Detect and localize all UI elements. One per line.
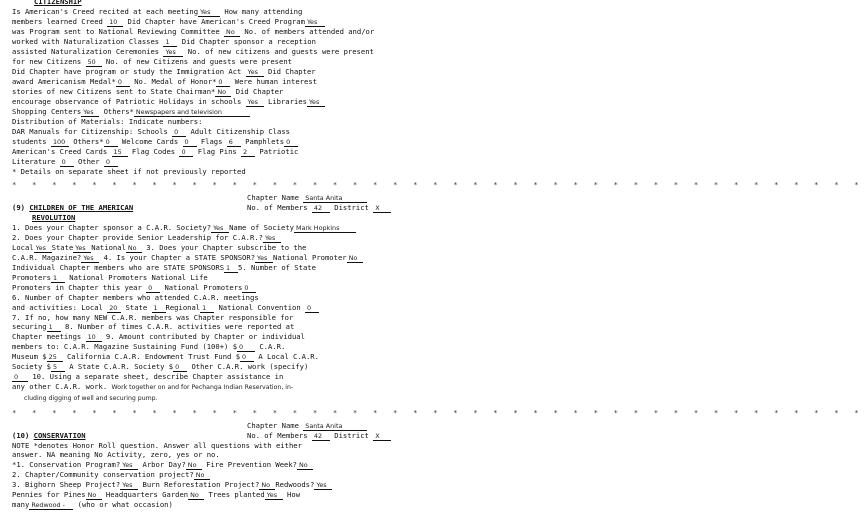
car-answer-magazine: Yes <box>81 254 99 263</box>
answer-medal-of-honor: 0 <box>216 78 230 87</box>
car-answer-local-society: 5 <box>51 363 65 372</box>
answer-pamphlets: 0 <box>284 138 298 147</box>
section-divider-1: * * * * * * * * * * * * * * * * * * * * * * * * * * * * * * * * * * * * * * * * * * * <box>12 180 864 190</box>
answer-other: 0 <box>104 158 118 167</box>
answer-immigration-act: Yes <box>246 68 264 77</box>
cons-district: X <box>373 432 391 441</box>
car-answer-state-meetings: 1 <box>152 304 166 313</box>
car-answer-other-work: 0 <box>12 373 28 382</box>
car-answer-leadership: Yes <box>263 234 281 243</box>
citizenship-line-6: for new Citizens 50 No. of new Citizens and guests were present <box>12 56 292 66</box>
car-answer-society-name: Mark Hopkins <box>294 224 356 233</box>
car-line-15: Society $ 5 A State C.A.R. Society $ 0 Other C.A.R. work (specify) <box>12 362 309 372</box>
citizenship-title: CITIZENSHIP <box>34 0 82 6</box>
citizenship-line-15: American's Creed Cards 15 Flag Codes 0 Flag Pins 2 Patriotic <box>12 146 299 156</box>
answer-creed-program: Yes <box>305 18 325 27</box>
car-title-2: REVOLUTION <box>32 212 76 222</box>
citizenship-line-7: Did Chapter have program or study the Immigration Act Yes Did Chapter <box>12 66 316 76</box>
car-answer-times-reported: 10 <box>86 333 102 342</box>
car-title-1: CHILDREN OF THE AMERICAN <box>29 203 134 213</box>
car-line-18 <box>12 393 392 404</box>
car-answer-state-society: 0 <box>173 363 187 372</box>
cons-line-6: Pennies for Pines No Headquarters Garden No Trees planted Yes How <box>12 490 301 500</box>
citizenship-line-16: Literature 0 Other 0 <box>12 157 392 167</box>
car-number: (9) <box>12 203 25 213</box>
answer-manuals-schools: 0 <box>172 128 186 137</box>
cons-answer-bighorn: Yes <box>120 481 138 490</box>
cons-no-members: 42 <box>312 432 330 441</box>
car-line-16: 0 10. Using a separate sheet, describe Chapter assistance in <box>14 372 284 382</box>
car-header-line-2: (9) CHILDREN OF THE AMERICAN No. of Members 42 District X <box>12 203 392 213</box>
cons-number: (10) <box>12 430 30 440</box>
cons-header-line-1: Chapter Name Santa Anita <box>12 421 392 431</box>
citizenship-line-4: worked with Naturalization Classes 1 Did Chapter sponsor a reception <box>12 36 316 46</box>
car-answer-sponsor: Yes <box>211 224 229 233</box>
car-answer-new-members: 1 <box>47 323 61 332</box>
car-answer-state-promoters: 1 <box>51 274 65 283</box>
answer-literature: 0 <box>60 158 74 167</box>
car-answer-state-sponsor: Yes <box>255 254 273 263</box>
answer-members-learned: 10 <box>107 18 123 27</box>
cons-chapter-name: Santa Anita <box>303 422 367 431</box>
car-line-10: 7. If no, how many NEW C.A.R. members was Chapter responsible for <box>12 312 294 322</box>
car-answer-endowment: 0 <box>240 353 254 362</box>
car-header-line-1: Chapter Name Santa Anita <box>12 193 392 203</box>
car-no-members: 42 <box>312 204 330 213</box>
citizenship-line-13: DAR Manuals for Citizenship: Schools 0 Adult Citizenship Class <box>12 126 290 136</box>
cons-answer-how-many: Redwood - <box>29 501 73 510</box>
cons-line-2: answer. NA meaning No Activity, zero, yes or no. <box>12 450 220 460</box>
car-line-11: securing 1 8. Number of times C.A.R. activities were reported at <box>12 322 295 332</box>
answer-manuals-others: 0 <box>104 138 118 147</box>
car-line-1: 1. Does your Chapter sponsor a C.A.R. Society? Yes Name of Society Mark Hopkins <box>12 223 392 233</box>
answer-flag-codes: 0 <box>179 148 193 157</box>
car-answer-local: Yes <box>34 244 52 253</box>
section-divider-2: * * * * * * * * * * * * * * * * * * * * * * * * * * * * * * * * * * * * * * * * * * * <box>12 407 864 417</box>
citizenship-line-5: assisted Naturalization Ceremonies Yes No. of new citizens and guests were present <box>12 46 374 56</box>
citizenship-line-3: was Program sent to National Reviewing Committee No No. of members attended and/or <box>12 26 375 36</box>
answer-flags: 6 <box>227 138 241 147</box>
answer-shopping-centers: Yes <box>81 108 99 117</box>
citizenship-title-line <box>12 0 392 7</box>
answer-ceremonies: Yes <box>163 48 183 57</box>
cons-line-1: NOTE *denotes Honor Roll question. Answer all questions with either <box>12 440 302 450</box>
cons-line-3: *1. Conservation Program? Yes Arbor Day? No Fire Prevention Week? No <box>12 460 392 470</box>
citizenship-line-11: Shopping Centers Yes Others* Newspapers and television <box>12 107 392 117</box>
car-line-7: Promoters in Chapter this year 0 National Promoters 0 <box>12 283 392 293</box>
cons-line-5: 3. Bighorn Sheep Project? Yes Burn Reforestation Project? No Redwoods? Yes <box>12 480 392 490</box>
citizenship-line-9: stories of new Citizens sent to State Chairman* No Did Chapter <box>12 86 284 96</box>
cons-answer-burn-reforestation: No <box>259 481 275 490</box>
cons-answer-program: Yes <box>120 461 138 470</box>
car-line-12: Chapter meetings 10 9. Amount contributed by Chapter or individual <box>12 332 305 342</box>
car-line-8: 6. Number of Chapter members who attended C.A.R. meetings <box>12 292 259 302</box>
answer-manuals-adult: 100 <box>51 138 69 147</box>
answer-program-sent: No <box>224 28 240 37</box>
answer-americanism-medal: 0 <box>116 78 130 87</box>
cons-title: CONSERVATION <box>33 430 86 440</box>
answer-others: Newspapers and television <box>134 108 250 117</box>
car-answer-national: No <box>126 244 142 253</box>
answer-libraries: Yes <box>307 98 325 107</box>
car-answer-national-convention: 0 <box>305 304 319 313</box>
answer-creed-recited: Yes <box>198 8 220 17</box>
car-answer-individual-sponsors: 1 <box>224 264 238 273</box>
cons-answer-headquarters: No <box>188 491 204 500</box>
cons-answer-fire-prevention: No <box>297 461 313 470</box>
car-line-9: and activities: Local 20 State 1 Regional 1 National Convention 0 <box>12 303 392 313</box>
cons-line-4: 2. Chapter/Community conservation project? No <box>12 470 392 480</box>
cons-answer-redwoods: Yes <box>314 481 332 490</box>
answer-new-citizens-present: 50 <box>86 58 102 67</box>
car-district: X <box>373 204 391 213</box>
car-header-line-3 <box>12 213 392 223</box>
cons-answer-pennies: No <box>86 491 102 500</box>
car-handwritten-2: cluding digging of well and securing pump. <box>24 395 158 403</box>
car-line-14: Museum $ 25 California C.A.R. Endowment Trust Fund $ 0 A Local C.A.R. <box>12 352 319 362</box>
car-answer-museum: 25 <box>47 353 63 362</box>
car-line-5: Individual Chapter members who are STATE SPONSORS 1 5. Number of State <box>12 262 316 272</box>
cons-header-line-2: (10) CONSERVATION No. of Members 42 District X <box>12 431 392 441</box>
car-answer-local-meetings: 20 <box>107 304 121 313</box>
citizenship-line-10: encourage observance of Patriotic Holidays in schools Yes Libraries Yes <box>12 97 392 107</box>
car-line-6: Promoters 1 National Promoters National Life <box>12 272 208 282</box>
car-handwritten-1: Work together on and for Pechanga Indian Reservation, in- <box>111 384 294 392</box>
answer-welcome-cards: 0 <box>183 138 197 147</box>
citizenship-line-12: Distribution of Materials: Indicate numbers: <box>12 116 203 126</box>
car-answer-sustaining-fund: 0 <box>237 343 255 352</box>
car-line-2: 2. Does your Chapter provide Senior Leadership for C.A.R.? Yes <box>12 233 392 243</box>
cons-answer-community-project: No <box>194 471 210 480</box>
car-line-4: C.A.R. Magazine? Yes 4. Is your Chapter a STATE SPONSOR? Yes National Promoter No <box>12 253 392 263</box>
citizenship-line-2: members learned Creed 10 Did Chapter have American's Creed Program Yes <box>12 17 392 27</box>
citizenship-footnote: * Details on separate sheet if not previously reported <box>12 166 246 176</box>
citizenship-line-1: Is American's Creed recited at each meeting Yes How many attending <box>12 6 303 16</box>
cons-line-7: many Redwood - (who or what occasion) <box>12 500 173 510</box>
car-answer-national-promoter: No <box>347 254 363 263</box>
car-answer-state: Yes <box>73 244 91 253</box>
citizenship-line-8: award Americanism Medal* 0 No. Medal of Honor* 0 Were human interest <box>12 76 317 86</box>
answer-naturalization-classes: 1 <box>163 38 177 47</box>
cons-answer-trees-planted: Yes <box>265 491 283 500</box>
car-answer-regional: 1 <box>200 304 214 313</box>
car-line-17: any other C.A.R. work. Work together on and for Pechanga Indian Reservation, in- <box>12 382 294 392</box>
car-chapter-name: Santa Anita <box>303 194 367 203</box>
car-line-3: Local Yes State Yes National No 3. Does your Chapter subscribe to the <box>12 242 307 252</box>
car-answer-promoters-this-year: 0 <box>146 284 160 293</box>
answer-stories-sent: No <box>215 88 231 97</box>
answer-flag-pins: 2 <box>241 148 255 157</box>
cons-answer-arbor-day: No <box>186 461 202 470</box>
car-line-13: members to: C.A.R. Magazine Sustaining Fund (100+) $ 0 C.A.R. <box>12 342 286 352</box>
car-answer-national-promoters: 0 <box>242 284 256 293</box>
citizenship-line-14: students 100 Others* 0 Welcome Cards 0 Flags 6 Pamphlets 0 <box>12 137 392 147</box>
answer-creed-cards: 15 <box>112 148 128 157</box>
answer-schools: Yes <box>246 98 264 107</box>
